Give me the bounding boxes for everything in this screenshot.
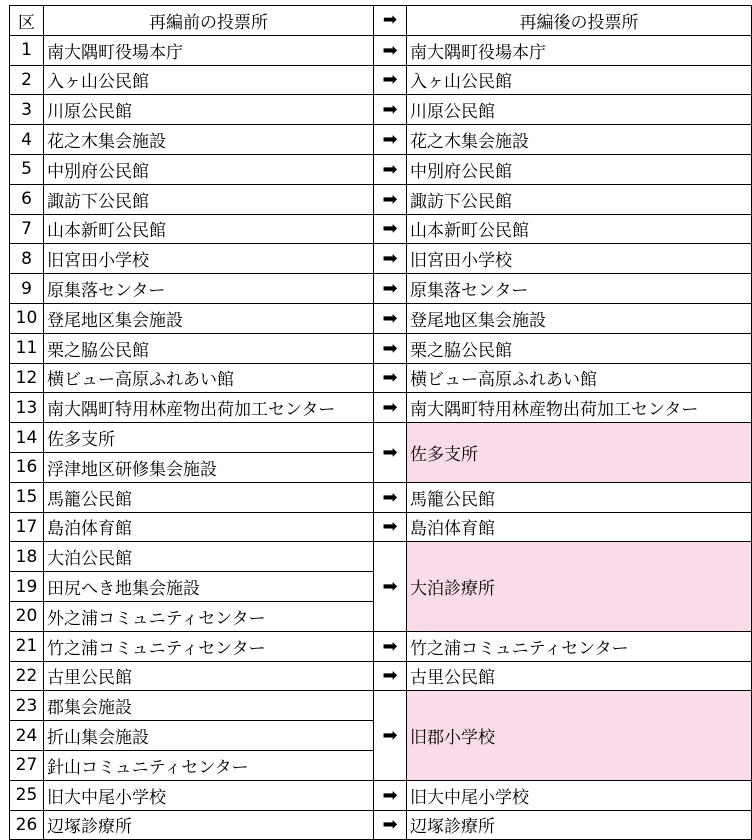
station-after: 川原公民館: [407, 95, 752, 125]
table-row: [10, 244, 752, 274]
station-after: 旧宮田小学校: [407, 244, 752, 274]
station-before: 旧宮田小学校: [44, 244, 374, 274]
station-after: 横ビュー高原ふれあい館: [407, 363, 752, 393]
table-row: [10, 423, 752, 453]
ward-number: 11: [10, 333, 44, 363]
station-after-merged: 大泊診療所: [407, 542, 752, 631]
station-before: 馬籠公民館: [44, 482, 374, 512]
arrow-icon: ➡: [374, 780, 407, 810]
arrow-icon: ➡: [374, 393, 407, 423]
station-after: 南大隅町役場本庁: [407, 35, 752, 65]
arrow-icon: ➡: [374, 810, 407, 840]
ward-number: 8: [10, 244, 44, 274]
polling-station-table: [9, 5, 752, 840]
ward-number: 22: [10, 661, 44, 691]
ward-number: 14: [10, 423, 44, 453]
ward-number: 26: [10, 810, 44, 840]
ward-number: 27: [10, 750, 44, 780]
arrow-icon: ➡: [374, 542, 407, 631]
header-ward: 区: [10, 6, 44, 36]
station-before: 田尻へき地集会施設: [44, 572, 374, 602]
station-before: 原集落センター: [44, 274, 374, 304]
table-row: [10, 393, 752, 423]
table-row: [10, 691, 752, 721]
header-after: 再編後の投票所: [407, 6, 752, 36]
station-before: 大泊公民館: [44, 542, 374, 572]
station-after: 旧大中尾小学校: [407, 780, 752, 810]
station-before: 諏訪下公民館: [44, 184, 374, 214]
arrow-icon: ➡: [374, 423, 407, 483]
table-row: [10, 214, 752, 244]
station-before: 島泊体育館: [44, 512, 374, 542]
arrow-icon: ➡: [374, 512, 407, 542]
ward-number: 7: [10, 214, 44, 244]
station-after: 入ヶ山公民館: [407, 65, 752, 95]
ward-number: 16: [10, 452, 44, 482]
table-row: [10, 780, 752, 810]
station-before: 入ヶ山公民館: [44, 65, 374, 95]
station-after-merged: 旧郡小学校: [407, 691, 752, 780]
table-row: [10, 482, 752, 512]
ward-number: 18: [10, 542, 44, 572]
station-after: 南大隅町特用林産物出荷加工センター: [407, 393, 752, 423]
ward-number: 1: [10, 35, 44, 65]
table-row: [10, 363, 752, 393]
station-after: 辺塚診療所: [407, 810, 752, 840]
station-before: 針山コミュニティセンター: [44, 750, 374, 780]
table-row: [10, 542, 752, 572]
station-before: 古里公民館: [44, 661, 374, 691]
ward-number: 19: [10, 572, 44, 602]
station-after: 原集落センター: [407, 274, 752, 304]
ward-number: 10: [10, 303, 44, 333]
arrow-icon: ➡: [374, 244, 407, 274]
header-before: 再編前の投票所: [44, 6, 374, 36]
station-before: 横ビュー高原ふれあい館: [44, 363, 374, 393]
station-before: 佐多支所: [44, 423, 374, 453]
arrow-icon: ➡: [374, 214, 407, 244]
ward-number: 20: [10, 601, 44, 631]
station-after: 竹之浦コミュニティセンター: [407, 631, 752, 661]
table-row: [10, 154, 752, 184]
arrow-icon: ➡: [374, 363, 407, 393]
ward-number: 15: [10, 482, 44, 512]
station-before: 川原公民館: [44, 95, 374, 125]
table-row: [10, 35, 752, 65]
station-before: 浮津地区研修集会施設: [44, 452, 374, 482]
station-after-merged: 佐多支所: [407, 423, 752, 483]
arrow-icon: ➡: [374, 661, 407, 691]
arrow-icon: ➡: [374, 274, 407, 304]
ward-number: 12: [10, 363, 44, 393]
arrow-icon: ➡: [374, 6, 407, 36]
arrow-icon: ➡: [374, 95, 407, 125]
station-before: 山本新町公民館: [44, 214, 374, 244]
ward-number: 6: [10, 184, 44, 214]
ward-number: 13: [10, 393, 44, 423]
table-row: [10, 333, 752, 363]
ward-number: 9: [10, 274, 44, 304]
table-row: [10, 125, 752, 155]
ward-number: 21: [10, 631, 44, 661]
station-after: 栗之脇公民館: [407, 333, 752, 363]
table-row: [10, 661, 752, 691]
station-before: 郡集会施設: [44, 691, 374, 721]
station-before: 竹之浦コミュニティセンター: [44, 631, 374, 661]
station-before: 中別府公民館: [44, 154, 374, 184]
arrow-icon: ➡: [374, 631, 407, 661]
station-after: 馬籠公民館: [407, 482, 752, 512]
station-after: 中別府公民館: [407, 154, 752, 184]
station-before: 外之浦コミュニティセンター: [44, 601, 374, 631]
arrow-icon: ➡: [374, 691, 407, 780]
arrow-icon: ➡: [374, 303, 407, 333]
station-before: 辺塚診療所: [44, 810, 374, 840]
station-after: 島泊体育館: [407, 512, 752, 542]
ward-number: 25: [10, 780, 44, 810]
arrow-icon: ➡: [374, 154, 407, 184]
table-row: [10, 810, 752, 840]
station-after: 山本新町公民館: [407, 214, 752, 244]
station-before: 栗之脇公民館: [44, 333, 374, 363]
arrow-icon: ➡: [374, 482, 407, 512]
station-before: 南大隅町特用林産物出荷加工センター: [44, 393, 374, 423]
header-row: [10, 6, 752, 36]
ward-number: 24: [10, 721, 44, 751]
ward-number: 23: [10, 691, 44, 721]
station-after: 花之木集会施設: [407, 125, 752, 155]
ward-number: 17: [10, 512, 44, 542]
ward-number: 4: [10, 125, 44, 155]
table-row: [10, 95, 752, 125]
station-before: 南大隅町役場本庁: [44, 35, 374, 65]
table-row: [10, 184, 752, 214]
ward-number: 3: [10, 95, 44, 125]
arrow-icon: ➡: [374, 35, 407, 65]
arrow-icon: ➡: [374, 184, 407, 214]
ward-number: 2: [10, 65, 44, 95]
table-row: [10, 512, 752, 542]
station-before: 折山集会施設: [44, 721, 374, 751]
polling-station-table-container: [9, 5, 752, 840]
table-row: [10, 274, 752, 304]
station-before: 旧大中尾小学校: [44, 780, 374, 810]
arrow-icon: ➡: [374, 125, 407, 155]
arrow-icon: ➡: [374, 333, 407, 363]
arrow-icon: ➡: [374, 65, 407, 95]
table-row: [10, 65, 752, 95]
table-row: [10, 303, 752, 333]
station-before: 登尾地区集会施設: [44, 303, 374, 333]
station-before: 花之木集会施設: [44, 125, 374, 155]
ward-number: 5: [10, 154, 44, 184]
table-row: [10, 631, 752, 661]
station-after: 古里公民館: [407, 661, 752, 691]
station-after: 諏訪下公民館: [407, 184, 752, 214]
station-after: 登尾地区集会施設: [407, 303, 752, 333]
